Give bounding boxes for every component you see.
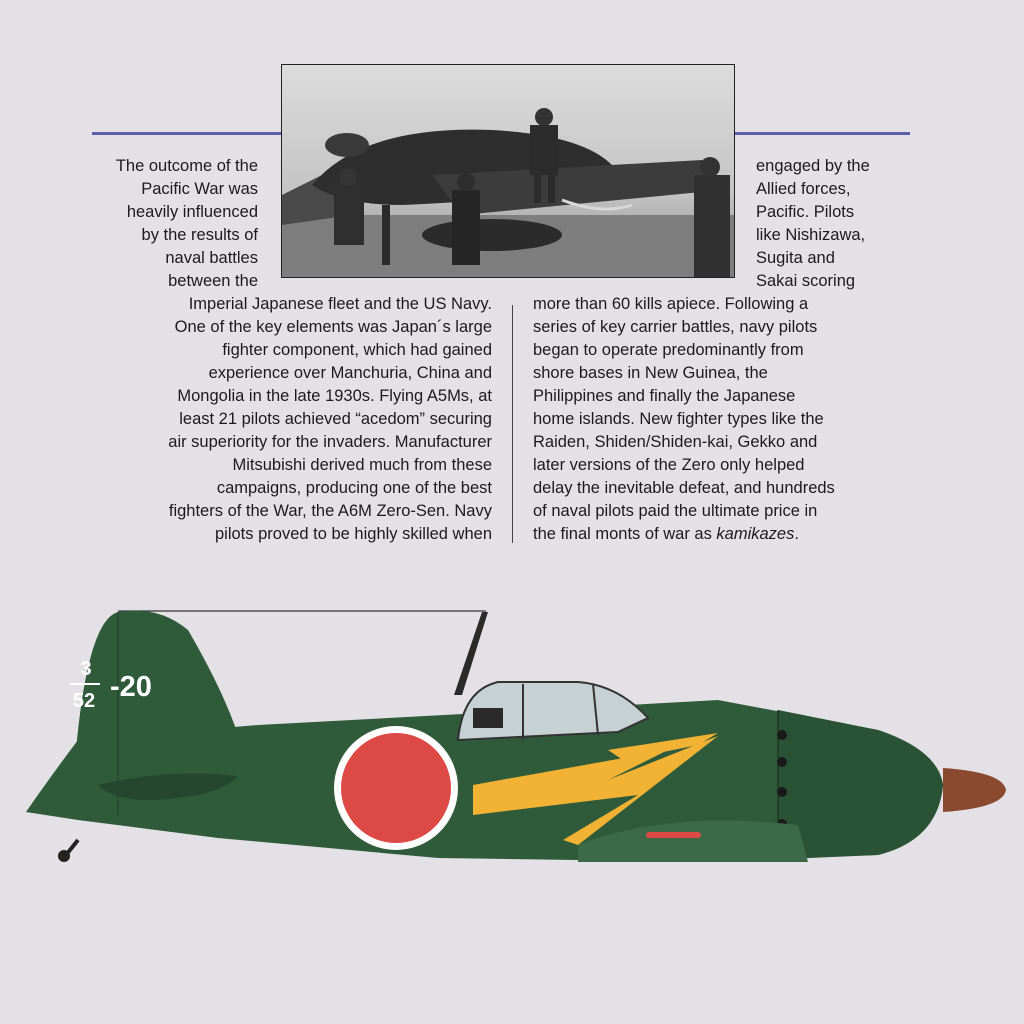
text-line: shore bases in New Guinea, the [533,364,768,382]
text-line: Mongolia in the late 1930s. Flying A5Ms, at [177,387,492,405]
top-rule-left [92,132,282,135]
unit-marking-bottom: 52 [72,690,96,712]
text-line: Raiden, Shiden/Shiden-kai, Gekko and [533,433,818,451]
text-line: Sugita and [756,249,835,267]
text-line: engaged by the [756,157,870,175]
article-text-right-top [756,155,870,293]
text-line: Mitsubishi derived much from these [232,456,492,474]
text-line: heavily influenced [126,203,258,221]
article-text-left-top [116,155,258,293]
text-line-last [533,523,835,546]
text-line: Pacific. Pilots [756,203,855,221]
text-line: began to operate predominantly from [533,341,804,359]
text-line: like Nishizawa, [756,226,866,244]
text-line: The outcome of the [115,157,258,175]
text-line: between the [168,272,258,290]
text-line: experience over Manchuria, China and [208,364,492,382]
text-line: Sakai scoring [756,272,856,290]
aircraft-profile [18,600,1008,905]
text-line: by the results of [141,226,258,244]
text-line: more than 60 kills apiece. Following a [533,295,809,313]
text-line: later versions of the Zero only helped [533,456,805,474]
text-line: campaigns, producing one of the best [216,479,492,497]
historical-photo [281,64,735,278]
text-line: Pacific War was [141,180,258,198]
text-line: delay the inevitable defeat, and hundreds [533,479,835,497]
text-line: air superiority for the invaders. Manufacturer [168,433,492,451]
text-line: fighter component, which had gained [222,341,492,359]
text-line: fighters of the War, the A6M Zero-Sen. Navy [168,502,492,520]
text-line: home islands. New fighter types like the [533,410,824,428]
unit-marking-top: 3 [80,658,92,680]
text-line: Allied forces, [756,180,851,198]
article-text-right-bottom [533,293,835,546]
text-fragment: the final monts of war as [533,525,717,543]
text-line: of naval pilots paid the ultimate price in [533,502,818,520]
text-line: One of the key elements was Japan´s large [174,318,492,336]
column-divider [512,305,513,543]
text-line: Philippines and finally the Japanese [533,387,796,405]
text-line: pilots proved to be highly skilled when [215,525,492,543]
text-line: least 21 pilots achieved “acedom” securing [179,410,492,428]
emphasis-kamikazes: kamikazes [716,525,795,543]
tail-number: -20 [110,671,152,703]
article-text-left-bottom [168,293,492,546]
top-rule-right [734,132,910,135]
text-line: Imperial Japanese fleet and the US Navy. [188,295,492,313]
text-line: series of key carrier battles, navy pilots [533,318,818,336]
text-fragment: . [794,525,799,543]
text-line: naval battles [165,249,258,267]
